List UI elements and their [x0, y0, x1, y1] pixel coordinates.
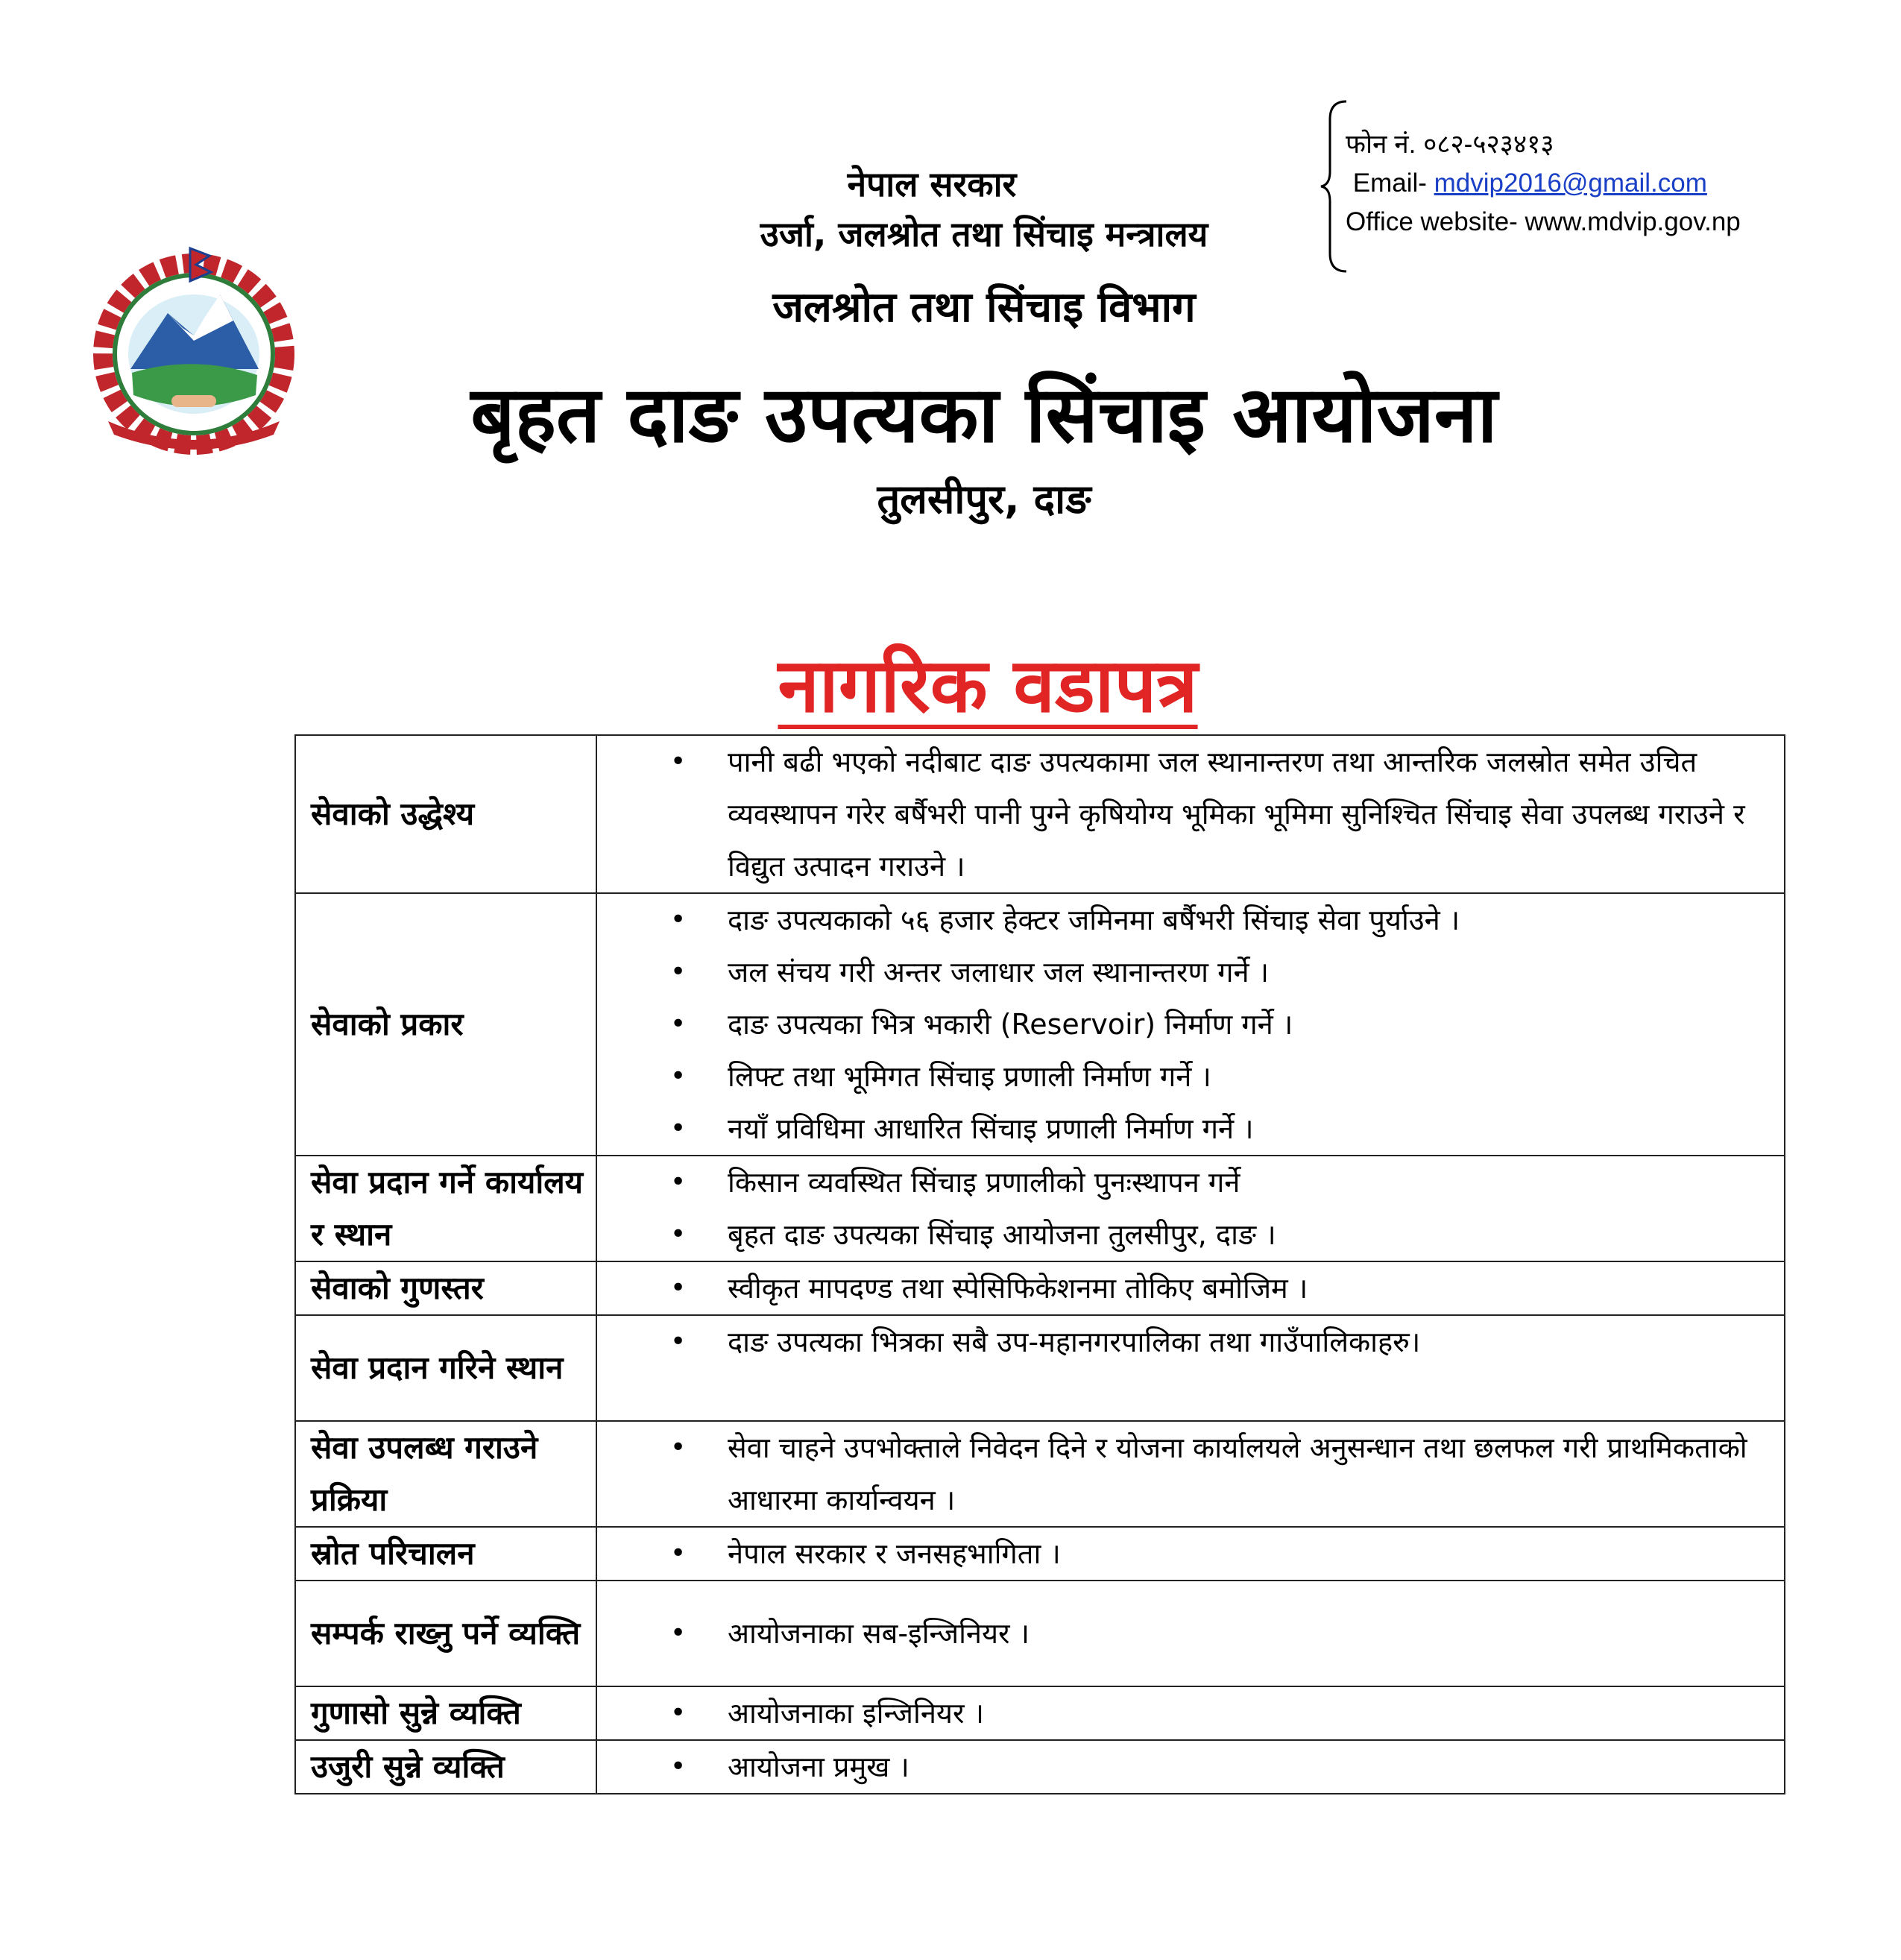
table-row — [295, 1156, 1785, 1261]
email-label: Email- — [1352, 168, 1434, 198]
row-detail — [596, 893, 1785, 1156]
row-label: सेवा प्रदान गर्ने कार्यालय र स्थान — [295, 1156, 596, 1261]
row-detail — [596, 1581, 1785, 1686]
list-item: • स्वीकृत मापदण्ड तथा स्पेसिफिकेशनमा तोकिए बमोजिम । — [597, 1262, 1784, 1314]
row-label: सम्पर्क राख्नु पर्ने व्यक्ति — [295, 1581, 596, 1686]
ministry-name: उर्जा, जलश्रोत तथा सिंचाइ मन्त्रालय — [760, 214, 1208, 254]
list-item: • आयोजना प्रमुख । — [597, 1741, 1784, 1793]
list-item: • नेपाल सरकार र जनसहभागिता । — [597, 1528, 1784, 1580]
project-location: तुलसीपुर, दाङ — [877, 476, 1091, 523]
nepal-government-emblem-icon — [71, 242, 317, 459]
row-label: सेवाको प्रकार — [295, 893, 596, 1156]
row-detail — [596, 1421, 1785, 1527]
row-detail — [596, 1686, 1785, 1740]
table-row — [295, 1581, 1785, 1686]
table-row — [295, 1261, 1785, 1315]
row-label: सेवाको उद्धेश्य — [295, 735, 596, 893]
list-item: • किसान व्यवस्थित सिंचाइ प्रणालीको पुनःस्थापन गर्ने — [597, 1156, 1784, 1209]
table-row — [295, 1740, 1785, 1794]
table-row — [295, 893, 1785, 1156]
table-row — [295, 1421, 1785, 1527]
row-detail — [596, 735, 1785, 893]
row-detail — [596, 1740, 1785, 1794]
list-item: • बृहत दाङ उपत्यका सिंचाइ आयोजना तुलसीपुर, दाङ । — [597, 1209, 1784, 1261]
brace-divider — [1320, 97, 1349, 276]
citizen-charter-table — [294, 734, 1785, 1794]
charter-title: नागरिक वडापत्र — [778, 642, 1198, 729]
list-item: • दाङ उपत्यकाको ५६ हजार हेक्टर जमिनमा बर्षैभरी सिंचाइ सेवा पुर्याउने । — [597, 894, 1784, 946]
row-label: सेवाको गुणस्तर — [295, 1261, 596, 1315]
row-detail — [596, 1156, 1785, 1261]
contact-block — [1346, 125, 1741, 242]
row-detail — [596, 1527, 1785, 1581]
table-row — [295, 1686, 1785, 1740]
list-item: • दाङ उपत्यका भित्रका सबै उप-महानगरपालिका तथा गाउँपालिकाहरु। — [597, 1316, 1784, 1368]
list-item: • लिफ्ट तथा भूमिगत सिंचाइ प्रणाली निर्माण गर्ने । — [597, 1050, 1784, 1103]
government-name: नेपाल सरकार — [847, 164, 1017, 204]
table-row — [295, 1315, 1785, 1421]
department-name: जलश्रोत तथा सिंचाइ विभाग — [772, 283, 1196, 332]
phone-number: फोन नं. ०८२-५२३४१३ — [1346, 130, 1554, 159]
row-label: स्रोत परिचालन — [295, 1527, 596, 1581]
website-line: Office website- www.mdvip.gov.np — [1346, 207, 1741, 236]
list-item: • नयाँ प्रविधिमा आधारित सिंचाइ प्रणाली निर्माण गर्ने । — [597, 1103, 1784, 1155]
list-item: • पानी बढी भएको नदीबाट दाङ उपत्यकामा जल स्थानान्तरण तथा आन्तरिक जलस्रोत समेत उचित व्यवस्थापन गरेर बर्षैभरी पानी पुग्ने कृषियोग्य भूमिका भूमिमा सुनिश्चित सिंचाइ सेवा उपलब्ध गराउने र विद्युत उत्पादन गराउने । — [597, 736, 1784, 892]
project-title: बृहत दाङ उपत्यका सिंचाइ आयोजना — [470, 369, 1498, 460]
table-row — [295, 1527, 1785, 1581]
list-item: • जल संचय गरी अन्तर जलाधार जल स्थानान्तरण गर्ने । — [597, 946, 1784, 998]
row-label: उजुरी सुन्ने व्यक्ति — [295, 1740, 596, 1794]
email-line — [1346, 164, 1741, 203]
table-row — [295, 735, 1785, 893]
list-item: • आयोजनाका इन्जिनियर । — [597, 1687, 1784, 1739]
row-label: सेवा प्रदान गरिने स्थान — [295, 1315, 596, 1421]
row-detail — [596, 1315, 1785, 1421]
list-item: • आयोजनाका सब-इन्जिनियर । — [597, 1607, 1784, 1660]
list-item: • सेवा चाहने उपभोक्ताले निवेदन दिने र योजना कार्यालयले अनुसन्धान तथा छलफल गरी प्राथमिकताको आधारमा कार्यान्वयन । — [597, 1422, 1784, 1526]
row-label: गुणासो सुन्ने व्यक्ति — [295, 1686, 596, 1740]
row-detail — [596, 1261, 1785, 1315]
list-item: • दाङ उपत्यका भित्र भकारी (Reservoir) निर्माण गर्ने । — [597, 998, 1784, 1050]
row-label: सेवा उपलब्ध गराउने प्रक्रिया — [295, 1421, 596, 1527]
email-link[interactable]: mdvip2016@gmail.com — [1434, 168, 1707, 198]
